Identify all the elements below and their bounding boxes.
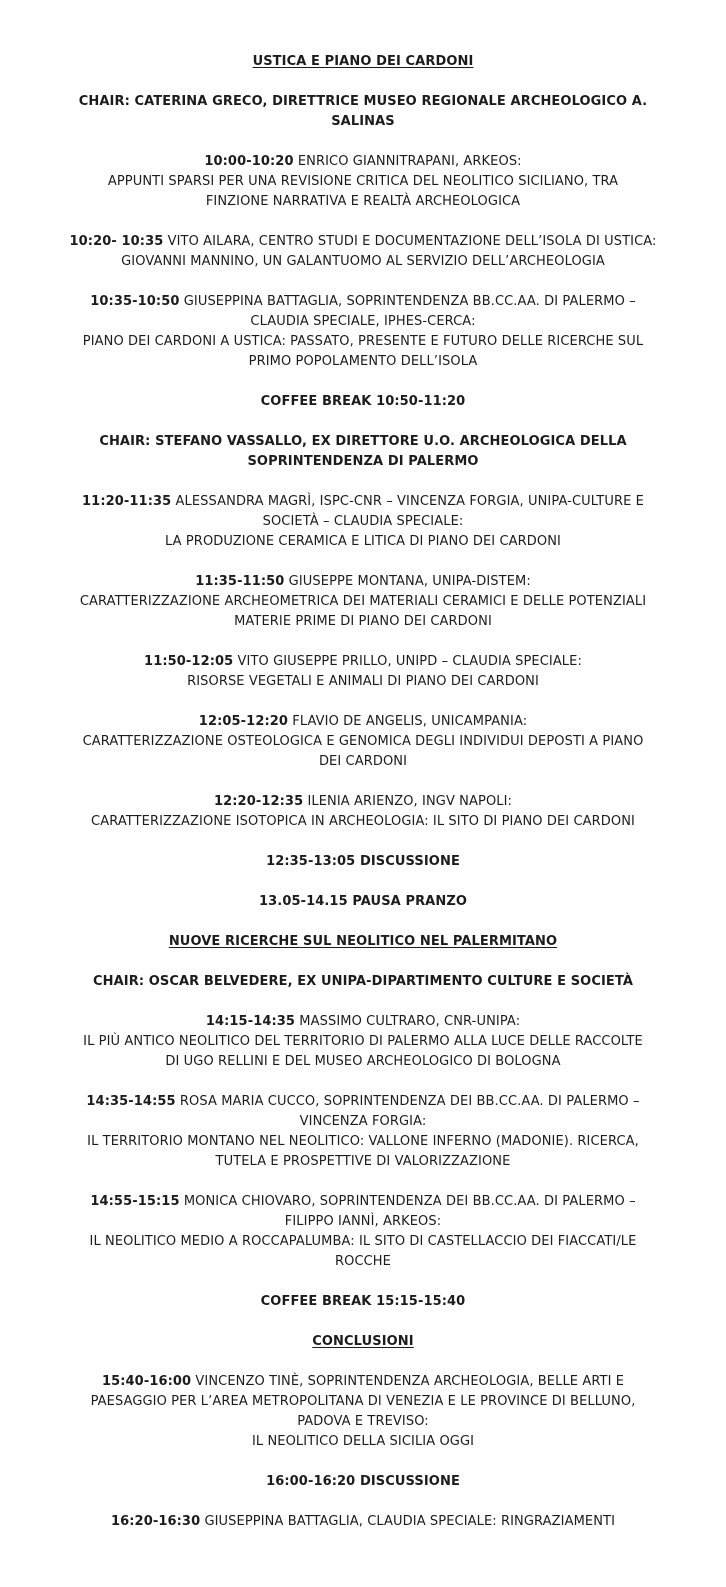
talk-time: 12:05-12:20 xyxy=(198,714,289,729)
talk-1020 xyxy=(0,232,726,272)
talk-line: FILIPPO IANNÌ, ARKEOS: xyxy=(284,1214,442,1229)
talk-line: PRIMO POPOLAMENTO DELL’ISOLA xyxy=(248,354,478,369)
talk-line: APPUNTI SPARSI PER UNA REVISIONE CRITICA DEL NEOLITICO SICILIANO, TRA xyxy=(107,174,619,189)
talk-speaker: VITO GIUSEPPE PRILLO, UNIPD – CLAUDIA SPECIALE: xyxy=(233,654,582,669)
talk-line: IL TERRITORIO MONTANO NEL NEOLITICO: VALLONE INFERNO (MADONIE). RICERCA, xyxy=(87,1134,639,1149)
talk-1455 xyxy=(0,1192,726,1272)
talk-speaker: ENRICO GIANNITRAPANI, ARKEOS: xyxy=(293,154,522,169)
coffee-break-1: COFFEE BREAK 10:50-11:20 xyxy=(260,394,466,409)
discussion-2: 16:00-16:20 DISCUSSIONE xyxy=(266,1474,460,1489)
talk-line-1 xyxy=(0,572,726,592)
talk-line-1 xyxy=(0,292,726,312)
talk-line: IL NEOLITICO DELLA SICILIA OGGI xyxy=(251,1434,475,1449)
talk-1120 xyxy=(0,492,726,552)
chair-line: SOPRINTENDENZA DI PALERMO xyxy=(247,454,479,469)
section-heading-conclusioni: CONCLUSIONI xyxy=(312,1334,414,1349)
talk-time: 15:40-16:00 xyxy=(101,1374,192,1389)
talk-line: IL PIÙ ANTICO NEOLITICO DEL TERRITORIO DI PALERMO ALLA LUCE DELLE RACCOLTE xyxy=(83,1034,643,1049)
talk-line: MATERIE PRIME DI PIANO DEI CARDONI xyxy=(234,614,492,629)
chair-2 xyxy=(0,432,726,472)
talk-1435 xyxy=(0,1092,726,1172)
chair-line: CHAIR: CATERINA GRECO, DIRETTRICE MUSEO REGIONALE ARCHEOLOGICO A. xyxy=(78,94,648,109)
talk-line-1 xyxy=(0,232,726,252)
talk-1135 xyxy=(0,572,726,632)
talk-speaker: GIUSEPPINA BATTAGLIA, SOPRINTENDENZA BB.CC.AA. DI PALERMO – xyxy=(179,294,636,309)
discussion-1: 12:35-13:05 DISCUSSIONE xyxy=(266,854,460,869)
talk-line: VINCENZA FORGIA: xyxy=(299,1114,427,1129)
talk-line-1 xyxy=(0,712,726,732)
talk-line: RISORSE VEGETALI E ANIMALI DI PIANO DEI CARDONI xyxy=(187,674,539,689)
chair-3 xyxy=(0,972,726,992)
talk-1620 xyxy=(0,1512,726,1532)
talk-line: CARATTERIZZAZIONE OSTEOLOGICA E GENOMICA DEGLI INDIVIDUI DEPOSTI A PIANO xyxy=(82,734,644,749)
talk-time: 11:20-11:35 xyxy=(82,494,172,509)
talk-speaker: VINCENZO TINÈ, SOPRINTENDENZA ARCHEOLOGIA, BELLE ARTI E xyxy=(191,1374,625,1389)
section-heading-ustica: USTICA E PIANO DEI CARDONI xyxy=(252,54,474,69)
talk-speaker: GIUSEPPE MONTANA, UNIPA-DISTEM: xyxy=(284,574,531,589)
talk-line: FINZIONE NARRATIVA E REALTÀ ARCHEOLOGICA xyxy=(205,194,521,209)
talk-line: CARATTERIZZAZIONE ISOTOPICA IN ARCHEOLOGIA: IL SITO DI PIANO DEI CARDONI xyxy=(91,814,635,829)
talk-speaker: ILENIA ARIENZO, INGV NAPOLI: xyxy=(303,794,513,809)
talk-line: DEI CARDONI xyxy=(318,754,408,769)
talk-line-1 xyxy=(0,152,726,172)
talk-line: TUTELA E PROSPETTIVE DI VALORIZZAZIONE xyxy=(215,1154,511,1169)
talk-speaker: FLAVIO DE ANGELIS, UNICAMPANIA: xyxy=(288,714,528,729)
talk-speaker: GIUSEPPINA BATTAGLIA, CLAUDIA SPECIALE: RINGRAZIAMENTI xyxy=(200,1514,616,1529)
talk-time: 10:35-10:50 xyxy=(90,294,180,309)
talk-1000 xyxy=(0,152,726,212)
talk-time: 10:00-10:20 xyxy=(204,154,294,169)
talk-speaker: ROSA MARIA CUCCO, SOPRINTENDENZA DEI BB.CC.AA. DI PALERMO – xyxy=(175,1094,640,1109)
talk-speaker: MASSIMO CULTRARO, CNR-UNIPA: xyxy=(295,1014,521,1029)
talk-time: 12:20-12:35 xyxy=(213,794,304,809)
talk-line-1 xyxy=(0,1012,726,1032)
section-heading-palermitano: NUOVE RICERCHE SUL NEOLITICO NEL PALERMITANO xyxy=(168,934,558,949)
lunch-break: 13.05-14.15 PAUSA PRANZO xyxy=(258,894,468,909)
talk-time: 14:35-14:55 xyxy=(86,1094,176,1109)
talk-1205 xyxy=(0,712,726,772)
chair-line: CHAIR: STEFANO VASSALLO, EX DIRETTORE U.O. ARCHEOLOGICA DELLA xyxy=(99,434,627,449)
coffee-break-2: COFFEE BREAK 15:15-15:40 xyxy=(260,1294,466,1309)
chair-1 xyxy=(0,92,726,132)
talk-line: CARATTERIZZAZIONE ARCHEOMETRICA DEI MATERIALI CERAMICI E DELLE POTENZIALI xyxy=(79,594,647,609)
talk-line: DI UGO RELLINI E DEL MUSEO ARCHEOLOGICO DI BOLOGNA xyxy=(165,1054,561,1069)
talk-speaker: ALESSANDRA MAGRÌ, ISPC-CNR – VINCENZA FORGIA, UNIPA-CULTURE E xyxy=(171,494,644,509)
talk-line: ROCCHE xyxy=(334,1254,391,1269)
talk-line-1 xyxy=(0,1192,726,1212)
talk-time: 14:55-15:15 xyxy=(90,1194,180,1209)
talk-1150 xyxy=(0,652,726,692)
talk-line: SOCIETÀ – CLAUDIA SPECIALE: xyxy=(262,514,464,529)
talk-1415 xyxy=(0,1012,726,1072)
talk-line: LA PRODUZIONE CERAMICA E LITICA DI PIANO DEI CARDONI xyxy=(165,534,561,549)
talk-1540 xyxy=(0,1372,726,1452)
chair-line: CHAIR: OSCAR BELVEDERE, EX UNIPA-DIPARTIMENTO CULTURE E SOCIETÀ xyxy=(92,974,633,989)
talk-line-1 xyxy=(0,792,726,812)
talk-time: 16:20-16:30 xyxy=(110,1514,201,1529)
talk-line-1 xyxy=(0,652,726,672)
talk-line: PADOVA E TREVISO: xyxy=(297,1414,429,1429)
talk-line: CLAUDIA SPECIALE, IPHES-CERCA: xyxy=(250,314,476,329)
talk-1220 xyxy=(0,792,726,832)
talk-line: GIOVANNI MANNINO, UN GALANTUOMO AL SERVIZIO DELL’ARCHEOLOGIA xyxy=(121,254,605,269)
talk-speaker: MONICA CHIOVARO, SOPRINTENDENZA DEI BB.CC.AA. DI PALERMO – xyxy=(179,1194,636,1209)
talk-line-1 xyxy=(0,492,726,512)
talk-line: PAESAGGIO PER L’AREA METROPOLITANA DI VENEZIA E LE PROVINCE DI BELLUNO, xyxy=(90,1394,636,1409)
talk-speaker: VITO AILARA, CENTRO STUDI E DOCUMENTAZIONE DELL’ISOLA DI USTICA: xyxy=(163,234,657,249)
talk-line: PIANO DEI CARDONI A USTICA: PASSATO, PRESENTE E FUTURO DELLE RICERCHE SUL xyxy=(82,334,644,349)
talk-1035 xyxy=(0,292,726,372)
talk-line-1 xyxy=(0,1092,726,1112)
talk-time: 11:35-11:50 xyxy=(195,574,285,589)
talk-time: 14:15-14:35 xyxy=(205,1014,296,1029)
talk-time: 11:50-12:05 xyxy=(144,654,234,669)
talk-line-1 xyxy=(0,1372,726,1392)
chair-line: SALINAS xyxy=(331,114,395,129)
talk-time: 10:20- 10:35 xyxy=(69,234,164,249)
talk-line: IL NEOLITICO MEDIO A ROCCAPALUMBA: IL SITO DI CASTELLACCIO DEI FIACCATI/LE xyxy=(89,1234,637,1249)
talk-line-1 xyxy=(0,1512,726,1532)
